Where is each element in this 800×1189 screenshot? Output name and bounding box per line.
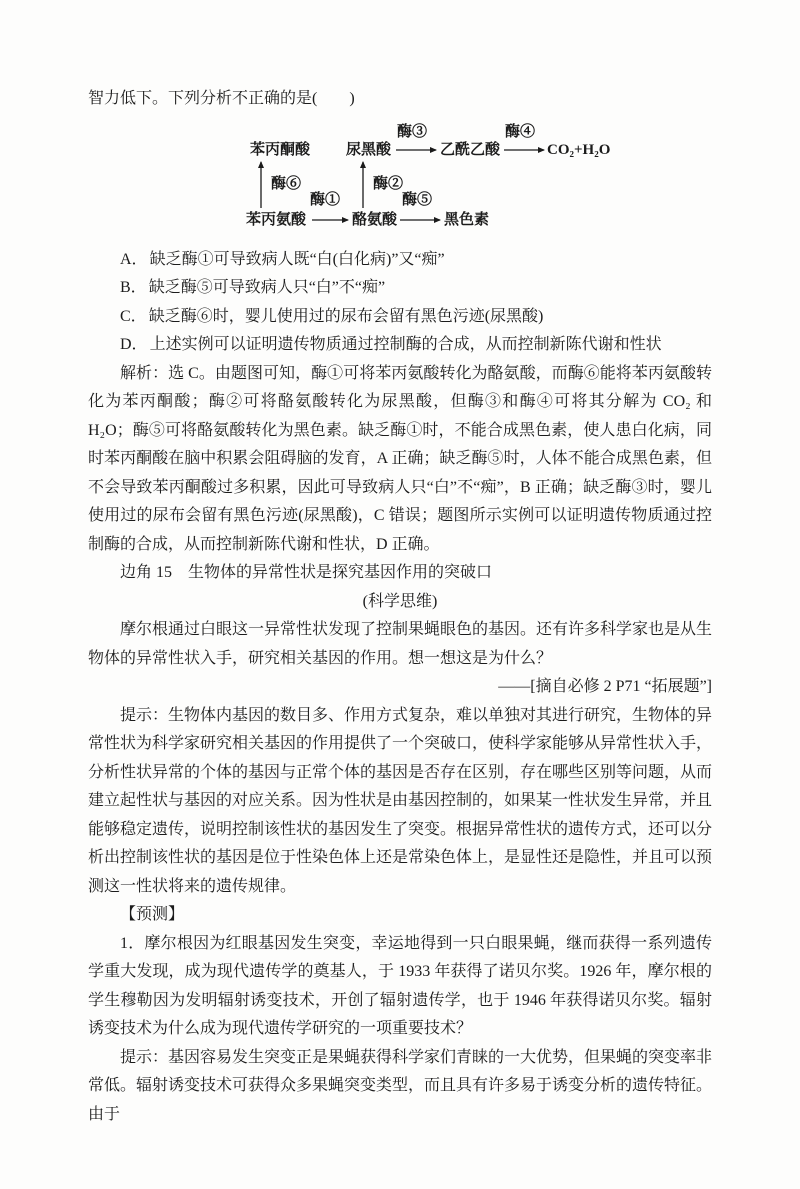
option-b-text: 缺乏酶⑤可导致病人只“白”不“痴” — [148, 279, 386, 296]
option-a — [88, 246, 712, 275]
corner-note-heading: 边角 15 生物体的异常性状是探究基因作用的突破口 — [120, 564, 493, 581]
prediction-hint-1: 提示：基因容易发生突变正是果蝇获得科学家们青睐的一大优势，但果蝇的突变率非常低。辐射诱变技术可获得众多果蝇突变类型，而且具有许多易于诱变分析的遗传特征。由于 — [88, 1048, 713, 1123]
corner-note-body: 摩尔根通过白眼这一异常性状发现了控制果蝇眼色的基因。还有许多科学家也是从生物体的异常性状入手，研究相关基因的作用。想一想这是为什么？ — [88, 621, 713, 667]
option-c-text: 缺乏酶⑥时，婴儿使用过的尿布会留有黑色污迹(尿黑酸) — [148, 307, 544, 325]
prediction-heading: 【预测】 — [120, 906, 185, 923]
option-d — [88, 331, 712, 360]
enzyme-1-label: 酶① — [310, 191, 341, 208]
node-melanin: 黑色素 — [444, 211, 490, 228]
corner-note-citation: ——[摘自必修 2 P71 “拓展题”] — [498, 678, 712, 695]
node-acetoacetic-acid: 乙酰乙酸 — [440, 141, 501, 158]
enzyme-5-label: 酶⑤ — [402, 191, 433, 208]
option-d-label: D． — [120, 336, 148, 353]
metabolic-pathway-diagram — [246, 122, 694, 236]
option-c — [88, 303, 712, 332]
option-c-label: C． — [120, 307, 147, 325]
option-b — [88, 274, 712, 303]
option-b-label: B． — [120, 279, 147, 296]
node-phenylpyruvic-acid: 苯丙酮酸 — [250, 141, 311, 158]
option-a-label: A． — [120, 250, 148, 268]
corner-note-theme: (科学思维) — [362, 592, 438, 610]
node-homogentisic-acid: 尿黑酸 — [346, 141, 392, 158]
option-a-text: 缺乏酶①可导致病人既“白(白化病)”又“痴” — [149, 250, 445, 268]
question-stem: 智力低下。下列分析不正确的是( ) — [88, 90, 355, 107]
analysis-paragraph: 解析：选 C。由题图可知，酶①可将苯丙氨酸转化为酪氨酸，而酶⑥能将苯丙氨酸转化为苯丙酮酸；酶②可将酪氨酸转化为尿黑酸，但酶③和酶④可将其分解为 CO₂ 和 H₂O；酶⑤可将酪氨酸转化为黑色素。缺乏酶①时，不能合成黑色素，使人患白化病，同时苯丙酮酸在脑中积累会阻碍脑的发育，A 正确；缺乏酶⑤时，人体不能合成黑色素，但不会导致苯丙酮酸过多积累，因此可导致病人只“白”不“痴”，B 正确；缺乏酶③时，婴儿使用过的尿布会留有黑色污迹(尿黑酸)，C 错误；题图所示实例可以证明遗传物质通过控制酶的合成，从而控制新陈代谢和性状，D 正确。 — [88, 364, 712, 553]
corner-note-hint: 提示：生物体内基因的数目多、作用方式复杂，难以单独对其进行研究，生物体的异常性状为科学家研究相关基因的作用提供了一个突破口，使科学家能够从异常性状入手，分析性状异常的个体的基因与正常个体的基因是否存在区别，存在哪些区别等问题，从而建立起性状与基因的对应关系。因为性状是由基因控制的，如果某一性状发生异常，并且能够稳定遗传，说明控制该性状的基因发生了突变。根据异常性状的遗传方式，还可以分析出控制该性状的基因是位于性染色体上还是常染色体上，是显性还是隐性，并且可以预测这一性状将来的遗传规律。 — [88, 706, 713, 895]
node-phenylalanine: 苯丙氨酸 — [246, 211, 307, 228]
enzyme-4-label: 酶④ — [505, 123, 536, 140]
node-tyrosine: 酪氨酸 — [352, 211, 398, 228]
prediction-question-1: 1．摩尔根因为红眼基因发生突变，幸运地得到一只白眼果蝇，继而获得一系列遗传学重大发现，成为现代遗传学的奠基人，于 1933 年获得了诺贝尔奖。1926 年，摩尔根的学生穆勒因为发明辐射诱变技术，开创了辐射遗传学，也于 1946 年获得诺贝尔奖。辐射诱变技术为什么成为现代遗传学研究的一项重要技术？ — [88, 934, 712, 1037]
option-d-text: 上述实例可以证明遗传物质通过控制酶的合成，从而控制新陈代谢和性状 — [149, 336, 662, 353]
enzyme-3-label: 酶③ — [397, 123, 428, 140]
enzyme-6-label: 酶⑥ — [271, 175, 302, 192]
node-co2-h2o: CO₂+H₂O — [547, 141, 611, 158]
enzyme-2-label: 酶② — [373, 175, 404, 192]
